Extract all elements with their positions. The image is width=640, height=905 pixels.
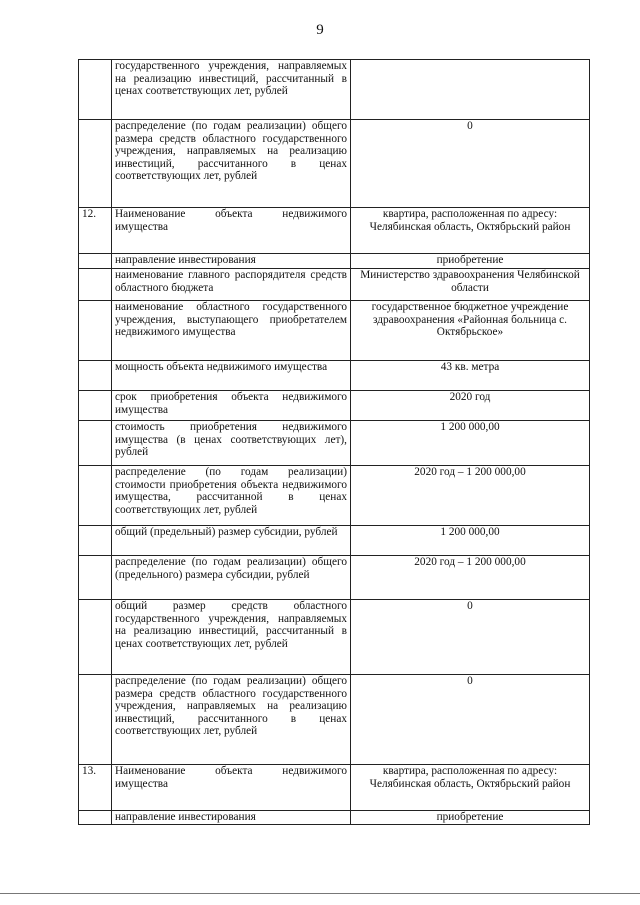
table-row	[79, 811, 590, 825]
table-row	[79, 675, 590, 765]
row-number	[79, 421, 112, 466]
row-label: общий (предельный) размер субсидии, рублей	[112, 526, 351, 556]
row-label: направление инвестирования	[112, 811, 351, 825]
row-label: распределение (по годам реализации) общего размера средств областного государственного учреждения, направляемых на реализацию инвестиций, рассчитанного в ценах соответствующих лет, рублей	[112, 675, 351, 765]
row-number: 12.	[79, 208, 112, 254]
row-label: стоимость приобретения недвижимого имущества (в ценах соответствующих лет), рублей	[112, 421, 351, 466]
table-row	[79, 301, 590, 361]
row-label: срок приобретения объекта недвижимого имущества	[112, 391, 351, 421]
page-bottom-divider	[0, 893, 640, 894]
row-number	[79, 60, 112, 120]
table-row	[79, 466, 590, 526]
row-label: Наименование объекта недвижимого имущества	[112, 208, 351, 254]
row-value: 0	[351, 120, 590, 208]
row-number: 13.	[79, 765, 112, 811]
row-value: государственное бюджетное учреждение здравоохранения «Районная больница с. Октябрьское»	[351, 301, 590, 361]
row-label: наименование главного распорядителя средств областного бюджета	[112, 269, 351, 301]
table-row	[79, 556, 590, 600]
row-number	[79, 675, 112, 765]
row-label: распределение (по годам реализации) стоимости приобретения объекта недвижимого имущества, рассчитанной в ценах соответствующих лет, рублей	[112, 466, 351, 526]
row-value: 0	[351, 600, 590, 675]
row-value: квартира, расположенная по адресу: Челябинская область, Октябрьский район	[351, 765, 590, 811]
row-value: приобретение	[351, 811, 590, 825]
table-row	[79, 361, 590, 391]
row-value: 2020 год – 1 200 000,00	[351, 556, 590, 600]
table-row	[79, 526, 590, 556]
row-label: общий размер средств областного государственного учреждения, направляемых на реализацию инвестиций, рассчитанный в ценах соответствующих лет, рублей	[112, 600, 351, 675]
row-number	[79, 301, 112, 361]
table-row	[79, 254, 590, 269]
row-label: Наименование объекта недвижимого имущества	[112, 765, 351, 811]
row-number	[79, 556, 112, 600]
row-number	[79, 120, 112, 208]
table-row	[79, 269, 590, 301]
row-value: 2020 год – 1 200 000,00	[351, 466, 590, 526]
row-value: Министерство здравоохранения Челябинской области	[351, 269, 590, 301]
investment-table	[78, 59, 590, 825]
row-number	[79, 254, 112, 269]
table-row	[79, 60, 590, 120]
row-number	[79, 600, 112, 675]
row-value: приобретение	[351, 254, 590, 269]
row-number	[79, 361, 112, 391]
row-label: наименование областного государственного учреждения, выступающего приобретателем недвижимого имущества	[112, 301, 351, 361]
table-row	[79, 208, 590, 254]
table-row	[79, 421, 590, 466]
row-value: квартира, расположенная по адресу: Челябинская область, Октябрьский район	[351, 208, 590, 254]
row-value: 43 кв. метра	[351, 361, 590, 391]
table-row	[79, 120, 590, 208]
row-number	[79, 269, 112, 301]
row-number	[79, 466, 112, 526]
page-number: 9	[316, 22, 324, 38]
row-label: распределение (по годам реализации) общего размера средств областного государственного учреждения, направляемых на реализацию инвестиций, рассчитанного в ценах соответствующих лет, рублей	[112, 120, 351, 208]
row-label: направление инвестирования	[112, 254, 351, 269]
row-number	[79, 391, 112, 421]
row-number	[79, 811, 112, 825]
table-row	[79, 765, 590, 811]
row-value: 0	[351, 675, 590, 765]
row-value: 1 200 000,00	[351, 421, 590, 466]
row-value: 1 200 000,00	[351, 526, 590, 556]
row-number	[79, 526, 112, 556]
row-label: мощность объекта недвижимого имущества	[112, 361, 351, 391]
table-row	[79, 391, 590, 421]
table-row	[79, 600, 590, 675]
row-value	[351, 60, 590, 120]
row-value: 2020 год	[351, 391, 590, 421]
row-label: государственного учреждения, направляемых на реализацию инвестиций, рассчитанный в ценах соответствующих лет, рублей	[112, 60, 351, 120]
row-label: распределение (по годам реализации) общего (предельного) размера субсидии, рублей	[112, 556, 351, 600]
